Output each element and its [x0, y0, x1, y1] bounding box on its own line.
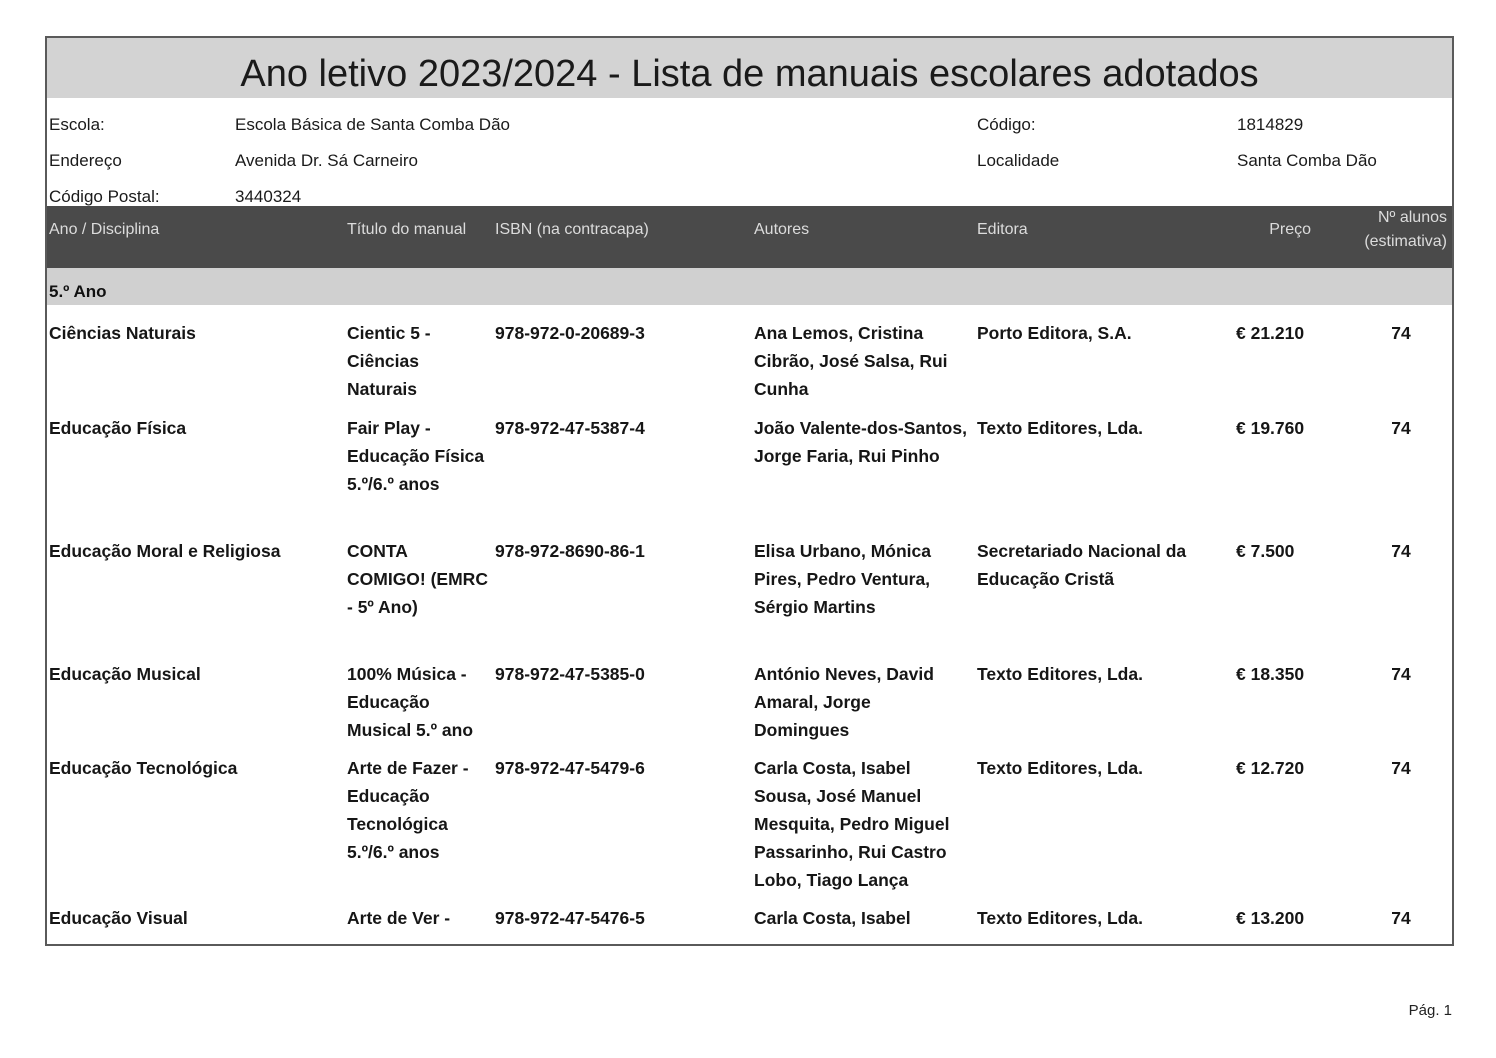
postal-label: Código Postal: [49, 187, 160, 206]
escola-value: Escola Básica de Santa Comba Dão [235, 115, 510, 134]
cell-alunos: 74 [1391, 323, 1411, 343]
col-autores: Autores [754, 221, 810, 238]
table-row [47, 537, 1452, 660]
cell-isbn: 978-972-47-5387-4 [495, 418, 645, 438]
cell-autores: Elisa Urbano, Mónica Pires, Pedro Ventura, Sérgio Martins [754, 541, 931, 617]
cell-disciplina: Educação Tecnológica [49, 758, 238, 778]
cell-editora: Texto Editores, Lda. [977, 908, 1143, 928]
cell-titulo: Arte de Fazer - Educação Tecnológica 5.º/6.º anos [347, 758, 469, 862]
table-row [47, 904, 1452, 944]
localidade-label: Localidade [977, 151, 1060, 170]
codigo-value: 1814829 [1237, 115, 1304, 134]
endereco-value: Avenida Dr. Sá Carneiro [235, 151, 419, 170]
cell-isbn: 978-972-47-5476-5 [495, 908, 645, 928]
cell-titulo: CONTA COMIGO! (EMRC - 5º Ano) [347, 541, 488, 617]
col-alunos-line2: (estimativa) [1364, 233, 1447, 250]
cell-editora: Porto Editora, S.A. [977, 323, 1132, 343]
cell-isbn: 978-972-0-20689-3 [495, 323, 645, 343]
col-alunos-line1: Nº alunos [1378, 209, 1447, 226]
page-title: Ano letivo 2023/2024 - Lista de manuais escolares adotados [240, 53, 1259, 95]
page-number: Pág. 1 [1408, 1002, 1452, 1019]
cell-editora: Texto Editores, Lda. [977, 758, 1143, 778]
cell-alunos: 74 [1391, 664, 1411, 684]
cell-editora: Texto Editores, Lda. [977, 664, 1143, 684]
cell-alunos: 74 [1391, 418, 1411, 438]
col-editora: Editora [977, 221, 1028, 238]
col-titulo: Título do manual [347, 221, 467, 238]
cell-preco: € 19.760 [1236, 418, 1305, 438]
cell-preco: € 7.500 [1236, 541, 1295, 561]
cell-autores: António Neves, David Amaral, Jorge Domingues [754, 664, 934, 740]
endereco-label: Endereço [49, 151, 122, 170]
cell-disciplina: Educação Musical [49, 664, 201, 684]
cell-disciplina: Ciências Naturais [49, 323, 196, 343]
cell-editora: Texto Editores, Lda. [977, 418, 1143, 438]
cell-disciplina: Educação Visual [49, 908, 188, 928]
cell-preco: € 12.720 [1236, 758, 1305, 778]
cell-titulo: Arte de Ver - [347, 908, 451, 928]
col-preco: Preço [1269, 221, 1311, 238]
cell-disciplina: Educação Moral e Religiosa [49, 541, 281, 561]
table-row [47, 414, 1452, 537]
postal-value: 3440324 [235, 187, 302, 206]
title-bar [47, 38, 1452, 98]
codigo-label: Código: [977, 115, 1036, 134]
cell-autores: João Valente-dos-Santos, Jorge Faria, Rui Pinho [754, 418, 967, 466]
cell-titulo: 100% Música - Educação Musical 5.º ano [347, 664, 474, 740]
col-alunos [1337, 206, 1447, 254]
cell-autores: Carla Costa, Isabel Sousa, José Manuel Mesquita, Pedro Miguel Passarinho, Rui Castro Lobo, Tiago Lança [754, 758, 950, 890]
section-header [47, 268, 1452, 305]
cell-autores: Ana Lemos, Cristina Cibrão, José Salsa, Rui Cunha [754, 323, 948, 399]
col-disciplina: Ano / Disciplina [49, 221, 160, 238]
cell-preco: € 13.200 [1236, 908, 1305, 928]
table-row [47, 660, 1452, 754]
localidade-value: Santa Comba Dão [1237, 151, 1377, 170]
cell-alunos: 74 [1391, 908, 1411, 928]
table-row [47, 319, 1452, 414]
col-isbn: ISBN (na contracapa) [495, 221, 649, 238]
cell-isbn: 978-972-8690-86-1 [495, 541, 645, 561]
cell-titulo: Cientic 5 - Ciências Naturais [347, 323, 431, 399]
escola-label: Escola: [49, 115, 105, 134]
section-label: 5.º Ano [49, 282, 107, 301]
table-row [47, 754, 1452, 904]
document-frame [45, 36, 1454, 946]
cell-alunos: 74 [1391, 541, 1411, 561]
table-header [47, 206, 1452, 268]
cell-editora: Secretariado Nacional da Educação Cristã [977, 541, 1187, 589]
table-body [47, 319, 1452, 944]
cell-preco: € 18.350 [1236, 664, 1305, 684]
cell-alunos: 74 [1391, 758, 1411, 778]
cell-preco: € 21.210 [1236, 323, 1305, 343]
cell-autores: Carla Costa, Isabel [754, 908, 911, 928]
cell-titulo: Fair Play - Educação Física 5.º/6.º anos [347, 418, 485, 494]
cell-disciplina: Educação Física [49, 418, 187, 438]
cell-isbn: 978-972-47-5385-0 [495, 664, 645, 684]
cell-isbn: 978-972-47-5479-6 [495, 758, 645, 778]
